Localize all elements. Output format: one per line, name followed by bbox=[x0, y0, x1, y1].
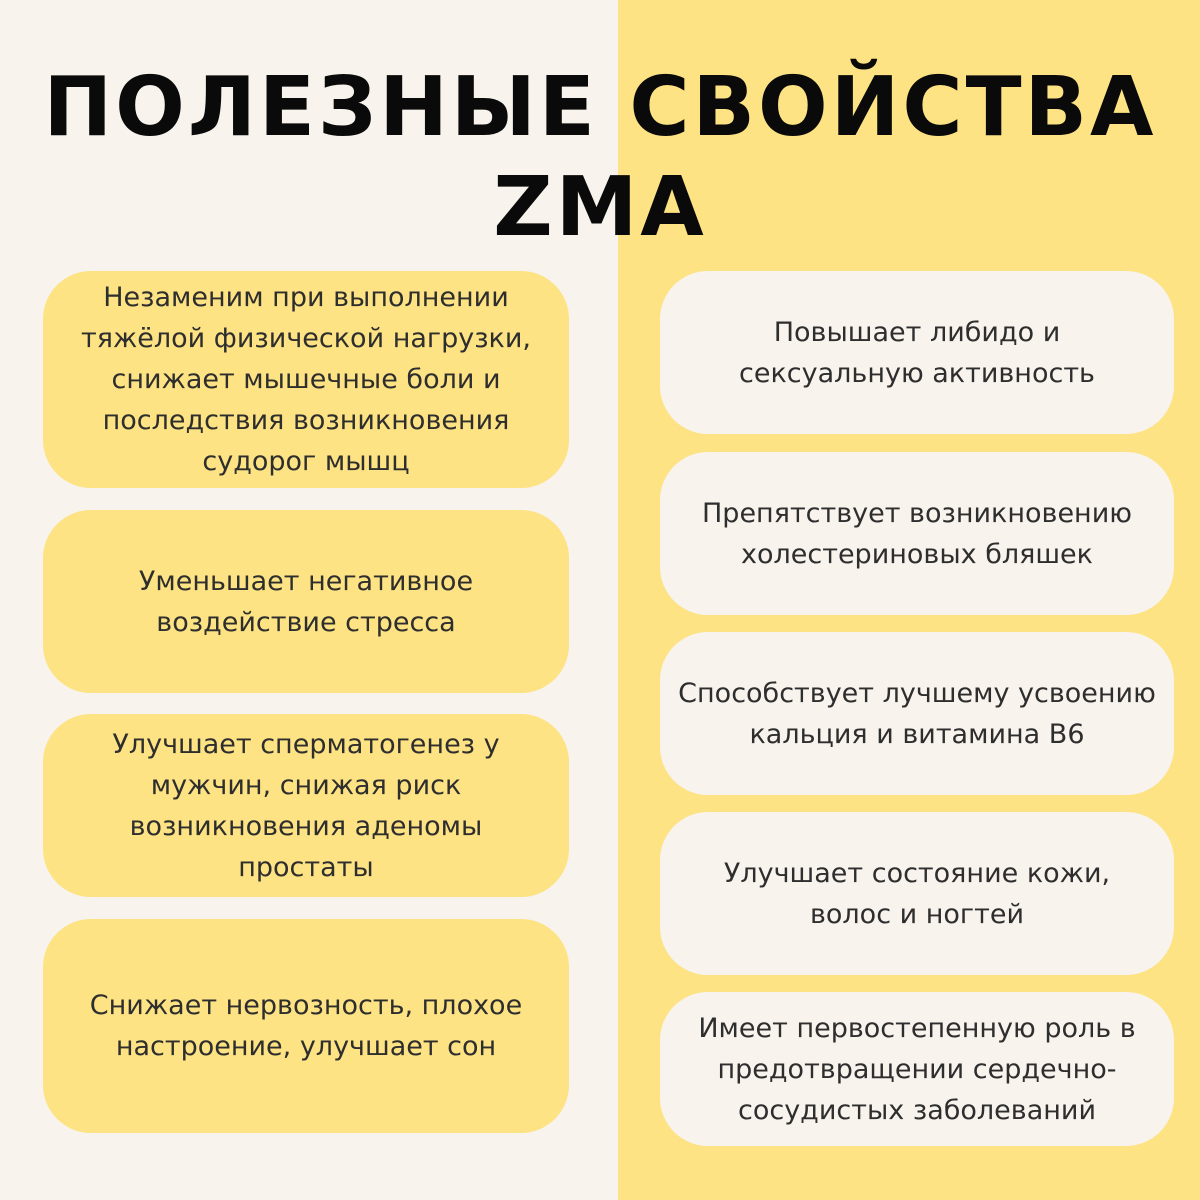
benefit-text: Препятствует возникновению холестериновых бляшек bbox=[702, 497, 1132, 570]
benefit-card-stress bbox=[43, 510, 569, 693]
benefit-card-sleep bbox=[43, 919, 569, 1133]
benefit-text: Имеет первостепенную роль в предотвращении сердечно-сосудистых заболеваний bbox=[698, 1012, 1136, 1126]
benefit-text: Улучшает состояние кожи, волос и ногтей bbox=[723, 857, 1111, 930]
benefit-card-cholesterol bbox=[660, 452, 1174, 615]
benefit-card-cardiovascular bbox=[660, 992, 1174, 1146]
benefit-text: Улучшает сперматогенез у мужчин, снижая риск возникновения аденомы простаты bbox=[112, 728, 500, 883]
benefit-text: Незаменим при выполнении тяжёлой физической нагрузки, снижает мышечные боли и последствия возникновения судорог мышц bbox=[80, 282, 531, 477]
title-line-2: ZMA bbox=[493, 160, 707, 255]
benefit-card-heavy-load bbox=[43, 271, 569, 488]
benefit-card-skin bbox=[660, 812, 1174, 975]
benefit-text: Способствует лучшему усвоению кальция и витамина B6 bbox=[678, 677, 1156, 750]
benefit-card-calcium bbox=[660, 632, 1174, 795]
benefit-card-spermatogenesis bbox=[43, 714, 569, 897]
title-line-1: ПОЛЕЗНЫЕ СВОЙСТВА bbox=[43, 60, 1157, 155]
benefit-text: Уменьшает негативное воздействие стресса bbox=[138, 565, 474, 638]
benefit-card-libido bbox=[660, 271, 1174, 434]
benefit-text: Снижает нервозность, плохое настроение, улучшает сон bbox=[89, 990, 523, 1062]
benefit-text: Повышает либидо и сексуальную активность bbox=[739, 316, 1095, 389]
page-title bbox=[0, 58, 1200, 258]
